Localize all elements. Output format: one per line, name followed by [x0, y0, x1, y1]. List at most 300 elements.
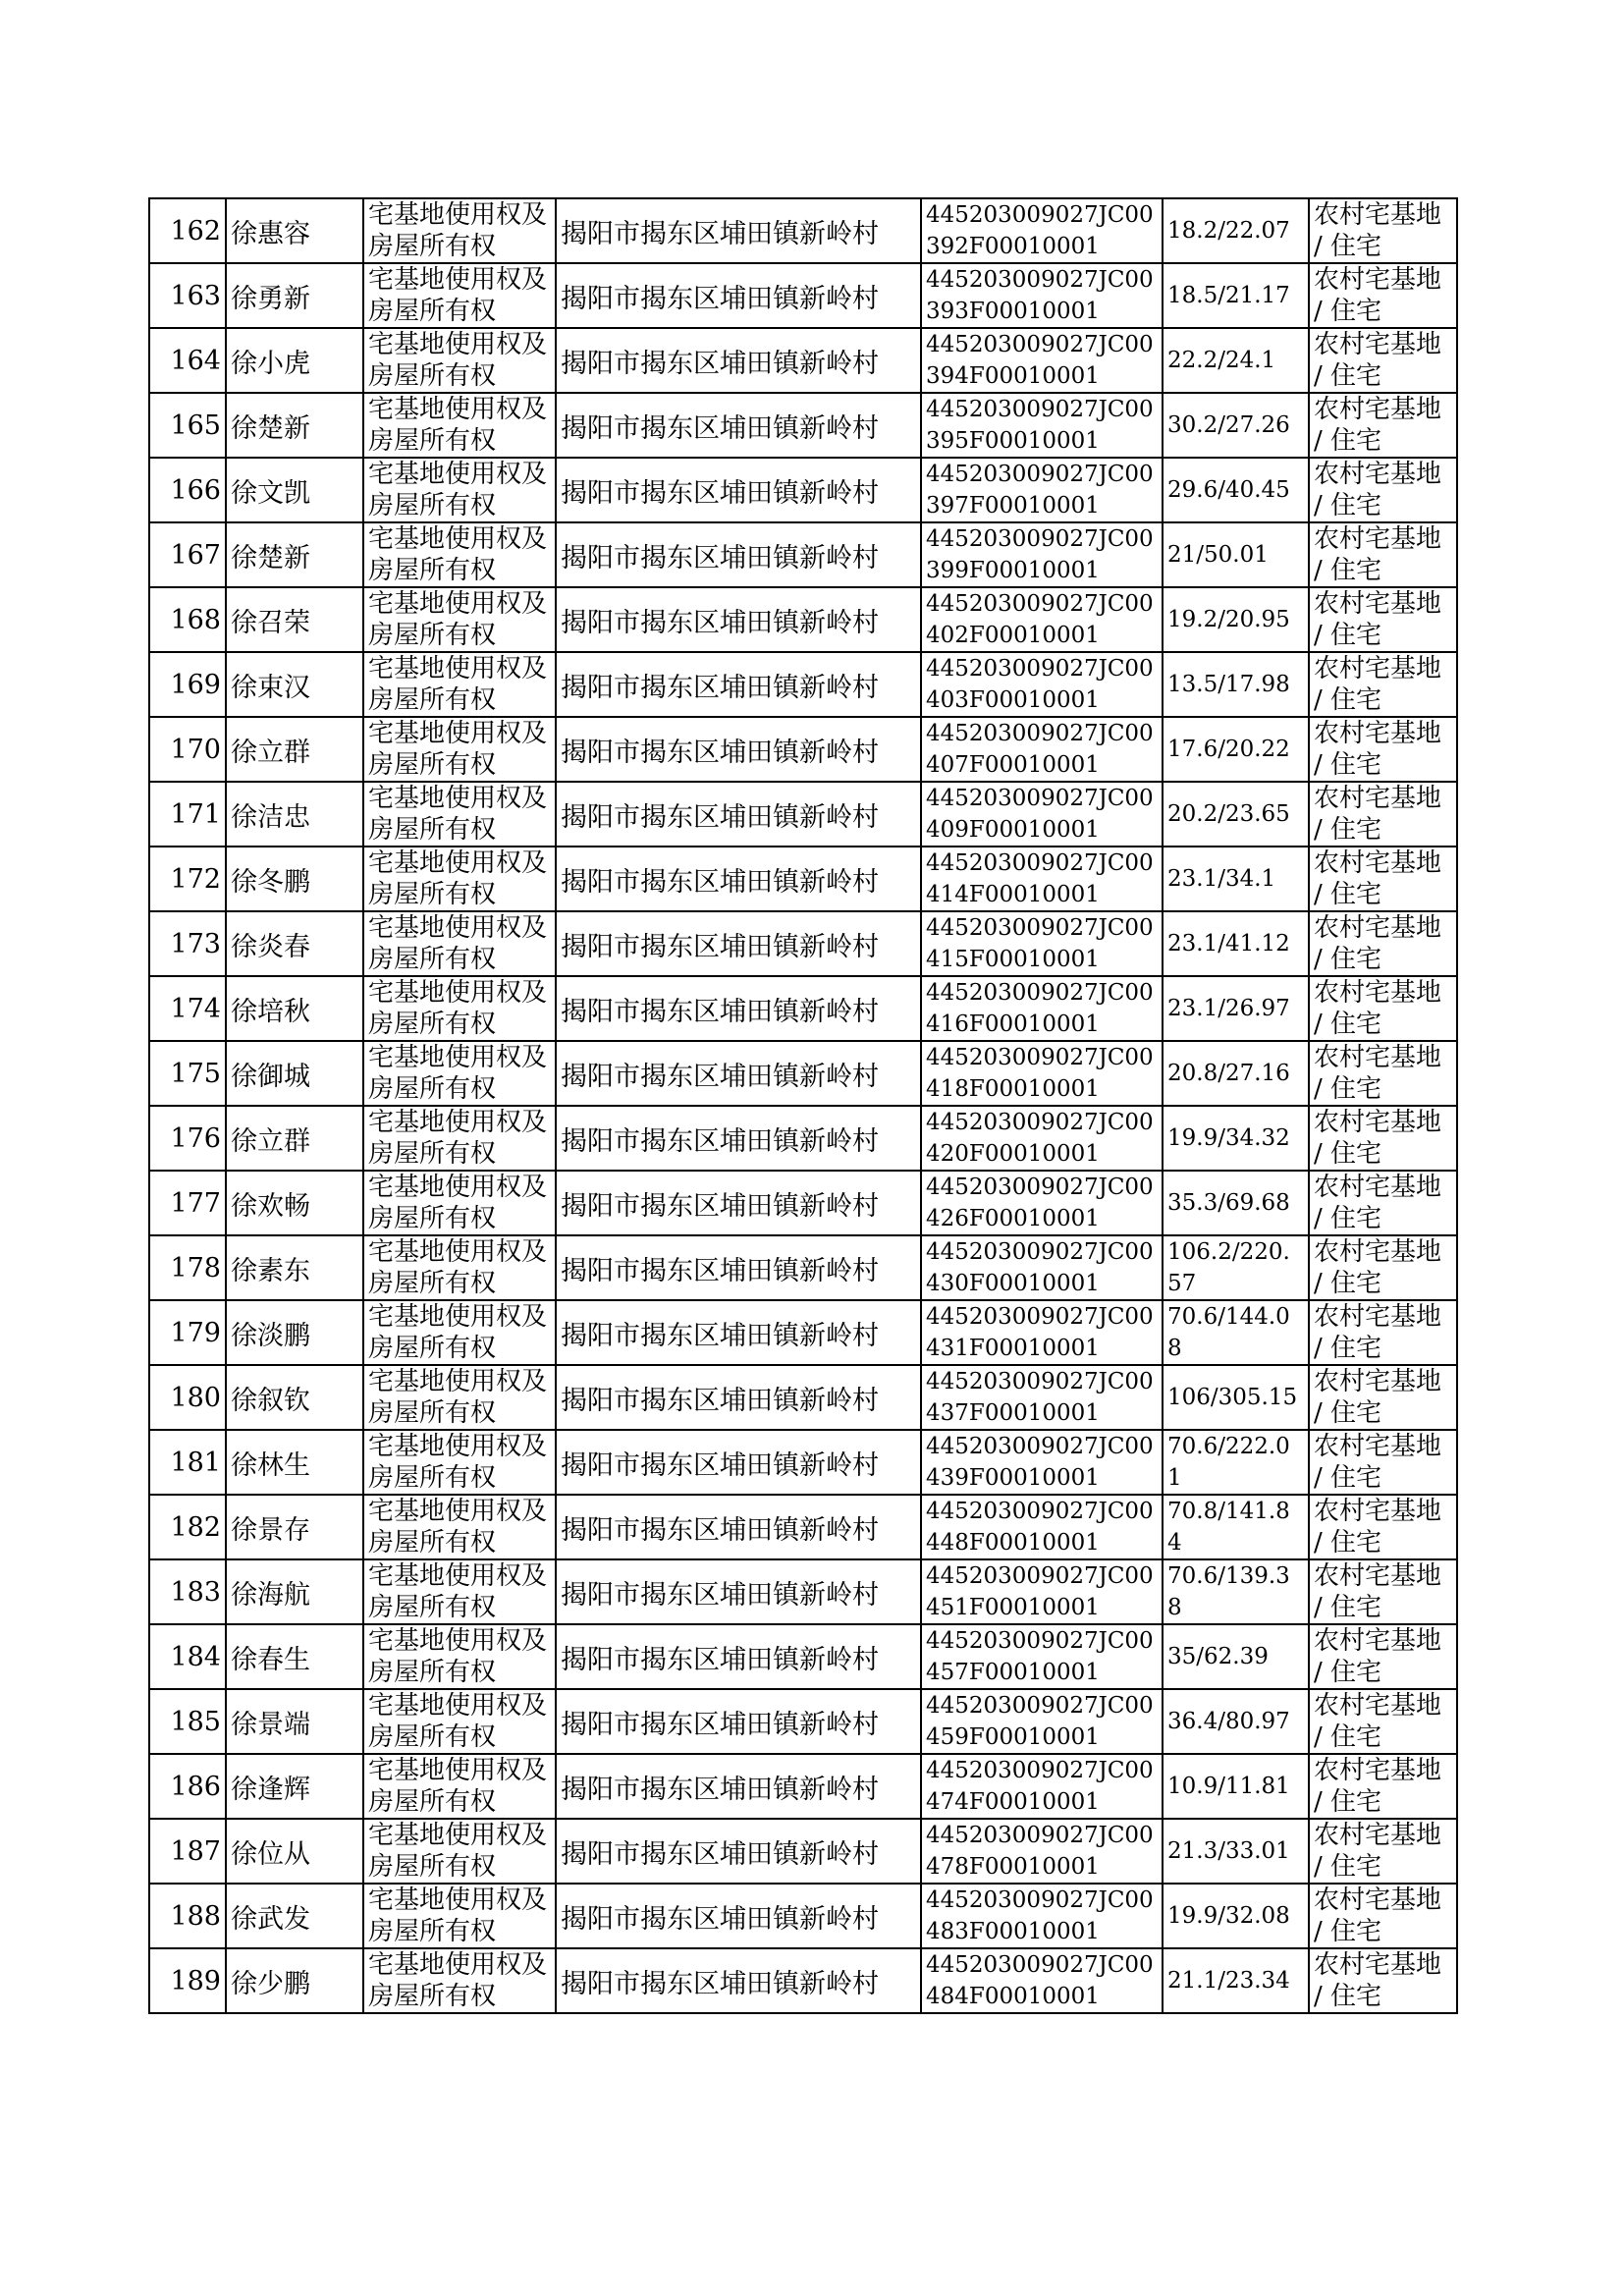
row-number-cell: [149, 198, 226, 263]
row-number: 168: [170, 604, 221, 635]
table-row: [149, 1041, 1457, 1106]
unit-code-cell: [921, 976, 1163, 1041]
row-number-cell: [149, 1559, 226, 1624]
area: 21/50.01: [1167, 542, 1269, 568]
area: 23.1/41.12: [1167, 931, 1290, 956]
usage: 农村宅基地 / 住宅: [1314, 1497, 1442, 1557]
unit-code: 445203009027JC00402F00010001: [926, 591, 1154, 648]
usage-cell: [1309, 782, 1457, 847]
area-cell: [1163, 328, 1309, 393]
unit-code: 445203009027JC00407F00010001: [926, 721, 1154, 778]
location-cell: [556, 1365, 921, 1430]
usage-cell: [1309, 1819, 1457, 1884]
location-cell: [556, 587, 921, 652]
owner-name: 徐楚新: [231, 542, 310, 574]
usage: 农村宅基地 / 住宅: [1314, 913, 1442, 974]
area-cell: [1163, 1300, 1309, 1365]
right-type-cell: [363, 1300, 556, 1365]
right-type-cell: [363, 1106, 556, 1171]
row-number-cell: [149, 1689, 226, 1754]
owner-name-cell: [226, 328, 363, 393]
usage: 农村宅基地 / 住宅: [1314, 1108, 1442, 1169]
usage: 农村宅基地 / 住宅: [1314, 1756, 1442, 1817]
row-number: 180: [170, 1382, 221, 1413]
right-type-cell: [363, 847, 556, 911]
right-type: 宅基地使用权及房屋所有权: [368, 1885, 548, 1946]
row-number: 174: [170, 993, 221, 1024]
area-cell: [1163, 976, 1309, 1041]
usage-cell: [1309, 1689, 1457, 1754]
owner-name: 徐惠容: [231, 218, 310, 249]
right-type-cell: [363, 1041, 556, 1106]
row-number: 164: [170, 345, 221, 376]
right-type: 宅基地使用权及房屋所有权: [368, 265, 548, 326]
table-row: [149, 587, 1457, 652]
location: 揭阳市揭东区埔田镇新岭村: [561, 1709, 879, 1740]
right-type: 宅基地使用权及房屋所有权: [368, 1691, 548, 1752]
location: 揭阳市揭东区埔田镇新岭村: [561, 1125, 879, 1157]
area: 29.6/40.45: [1167, 477, 1290, 503]
right-type: 宅基地使用权及房屋所有权: [368, 719, 548, 780]
usage-cell: [1309, 976, 1457, 1041]
unit-code: 445203009027JC00414F00010001: [926, 850, 1154, 907]
registry-table: [148, 197, 1458, 2014]
table-row: [149, 1171, 1457, 1235]
usage: 农村宅基地 / 住宅: [1314, 1173, 1442, 1233]
usage: 农村宅基地 / 住宅: [1314, 1885, 1442, 1946]
row-number-cell: [149, 1365, 226, 1430]
row-number: 175: [170, 1058, 221, 1089]
right-type: 宅基地使用权及房屋所有权: [368, 654, 548, 715]
owner-name: 徐文凯: [231, 477, 310, 509]
area: 36.4/80.97: [1167, 1709, 1290, 1734]
right-type-cell: [363, 458, 556, 522]
area: 17.6/20.22: [1167, 737, 1290, 762]
area: 21.3/33.01: [1167, 1838, 1290, 1864]
location: 揭阳市揭东区埔田镇新岭村: [561, 1838, 879, 1870]
location-cell: [556, 1819, 921, 1884]
location-cell: [556, 328, 921, 393]
usage: 农村宅基地 / 住宅: [1314, 978, 1442, 1039]
owner-name: 徐逢辉: [231, 1774, 310, 1805]
owner-name-cell: [226, 847, 363, 911]
area-cell: [1163, 652, 1309, 717]
owner-name-cell: [226, 652, 363, 717]
row-number: 186: [170, 1771, 221, 1802]
unit-code: 445203009027JC00431F00010001: [926, 1304, 1154, 1361]
right-type: 宅基地使用权及房屋所有权: [368, 200, 548, 261]
area-cell: [1163, 1559, 1309, 1624]
location-cell: [556, 1754, 921, 1819]
owner-name: 徐景存: [231, 1514, 310, 1546]
row-number: 181: [170, 1447, 221, 1478]
owner-name: 徐束汉: [231, 672, 310, 703]
usage: 农村宅基地 / 住宅: [1314, 1821, 1442, 1882]
row-number-cell: [149, 1171, 226, 1235]
row-number-cell: [149, 976, 226, 1041]
right-type: 宅基地使用权及房屋所有权: [368, 1432, 548, 1493]
unit-code: 445203009027JC00478F00010001: [926, 1823, 1154, 1880]
usage-cell: [1309, 1559, 1457, 1624]
row-number-cell: [149, 1884, 226, 1948]
area-cell: [1163, 1106, 1309, 1171]
right-type-cell: [363, 1559, 556, 1624]
unit-code: 445203009027JC00483F00010001: [926, 1887, 1154, 1944]
location-cell: [556, 393, 921, 458]
row-number-cell: [149, 1754, 226, 1819]
usage: 农村宅基地 / 住宅: [1314, 1691, 1442, 1752]
location: 揭阳市揭东区埔田镇新岭村: [561, 1644, 879, 1675]
owner-name: 徐武发: [231, 1903, 310, 1935]
area-cell: [1163, 1365, 1309, 1430]
owner-name-cell: [226, 1559, 363, 1624]
unit-code-cell: [921, 1430, 1163, 1495]
right-type-cell: [363, 263, 556, 328]
right-type: 宅基地使用权及房屋所有权: [368, 1302, 548, 1363]
table-row: [149, 847, 1457, 911]
area-cell: [1163, 782, 1309, 847]
right-type-cell: [363, 717, 556, 782]
owner-name-cell: [226, 1624, 363, 1689]
unit-code: 445203009027JC00397F00010001: [926, 462, 1154, 519]
owner-name-cell: [226, 1689, 363, 1754]
area: 70.6/139.38: [1167, 1563, 1290, 1620]
area-cell: [1163, 198, 1309, 263]
right-type: 宅基地使用权及房屋所有权: [368, 1237, 548, 1298]
row-number: 179: [170, 1317, 221, 1348]
unit-code-cell: [921, 1106, 1163, 1171]
unit-code-cell: [921, 1754, 1163, 1819]
area-cell: [1163, 1624, 1309, 1689]
unit-code-cell: [921, 1884, 1163, 1948]
owner-name-cell: [226, 1754, 363, 1819]
right-type-cell: [363, 1495, 556, 1559]
location: 揭阳市揭东区埔田镇新岭村: [561, 1190, 879, 1222]
usage-cell: [1309, 1106, 1457, 1171]
row-number: 176: [170, 1122, 221, 1154]
row-number: 188: [170, 1900, 221, 1932]
table-row: [149, 1495, 1457, 1559]
location-cell: [556, 1948, 921, 2013]
area-cell: [1163, 1171, 1309, 1235]
unit-code: 445203009027JC00416F00010001: [926, 980, 1154, 1037]
area-cell: [1163, 458, 1309, 522]
usage-cell: [1309, 522, 1457, 587]
row-number-cell: [149, 263, 226, 328]
usage: 农村宅基地 / 住宅: [1314, 784, 1442, 845]
row-number-cell: [149, 782, 226, 847]
unit-code: 445203009027JC00392F00010001: [926, 202, 1154, 259]
unit-code: 445203009027JC00418F00010001: [926, 1045, 1154, 1102]
row-number: 171: [170, 798, 221, 830]
area-cell: [1163, 1041, 1309, 1106]
table-row: [149, 911, 1457, 976]
location: 揭阳市揭东区埔田镇新岭村: [561, 607, 879, 638]
area: 106.2/220.57: [1167, 1239, 1290, 1296]
row-number: 173: [170, 928, 221, 959]
owner-name: 徐培秋: [231, 996, 310, 1027]
unit-code: 445203009027JC00439F00010001: [926, 1434, 1154, 1491]
row-number-cell: [149, 652, 226, 717]
table-row: [149, 263, 1457, 328]
unit-code: 445203009027JC00399F00010001: [926, 526, 1154, 583]
row-number-cell: [149, 1041, 226, 1106]
area: 19.9/32.08: [1167, 1903, 1290, 1929]
right-type: 宅基地使用权及房屋所有权: [368, 330, 548, 391]
owner-name-cell: [226, 198, 363, 263]
usage: 农村宅基地 / 住宅: [1314, 1302, 1442, 1363]
owner-name: 徐小虎: [231, 348, 310, 379]
area: 70.6/222.01: [1167, 1434, 1290, 1491]
unit-code-cell: [921, 522, 1163, 587]
area: 30.2/27.26: [1167, 412, 1290, 438]
location: 揭阳市揭东区埔田镇新岭村: [561, 1385, 879, 1416]
right-type-cell: [363, 1884, 556, 1948]
usage-cell: [1309, 1041, 1457, 1106]
unit-code-cell: [921, 458, 1163, 522]
area: 23.1/26.97: [1167, 996, 1290, 1021]
right-type-cell: [363, 1171, 556, 1235]
usage: 农村宅基地 / 住宅: [1314, 1367, 1442, 1428]
location: 揭阳市揭东区埔田镇新岭村: [561, 348, 879, 379]
unit-code-cell: [921, 587, 1163, 652]
location: 揭阳市揭东区埔田镇新岭村: [561, 996, 879, 1027]
owner-name: 徐海航: [231, 1579, 310, 1611]
area: 70.6/144.08: [1167, 1304, 1290, 1361]
row-number-cell: [149, 1624, 226, 1689]
row-number: 172: [170, 863, 221, 895]
unit-code-cell: [921, 1559, 1163, 1624]
location: 揭阳市揭东区埔田镇新岭村: [561, 931, 879, 962]
table-row: [149, 1235, 1457, 1300]
row-number-cell: [149, 328, 226, 393]
right-type: 宅基地使用权及房屋所有权: [368, 1626, 548, 1687]
location-cell: [556, 717, 921, 782]
right-type-cell: [363, 976, 556, 1041]
unit-code-cell: [921, 782, 1163, 847]
unit-code-cell: [921, 911, 1163, 976]
location: 揭阳市揭东区埔田镇新岭村: [561, 1968, 879, 1999]
usage: 农村宅基地 / 住宅: [1314, 1950, 1442, 2011]
owner-name: 徐楚新: [231, 412, 310, 444]
row-number-cell: [149, 458, 226, 522]
location-cell: [556, 1106, 921, 1171]
location-cell: [556, 1171, 921, 1235]
row-number-cell: [149, 717, 226, 782]
row-number: 183: [170, 1576, 221, 1608]
table-row: [149, 198, 1457, 263]
row-number-cell: [149, 1235, 226, 1300]
table-row: [149, 1365, 1457, 1430]
area-cell: [1163, 911, 1309, 976]
location: 揭阳市揭东区埔田镇新岭村: [561, 1514, 879, 1546]
location-cell: [556, 652, 921, 717]
right-type-cell: [363, 1819, 556, 1884]
unit-code: 445203009027JC00459F00010001: [926, 1693, 1154, 1750]
usage-cell: [1309, 847, 1457, 911]
right-type: 宅基地使用权及房屋所有权: [368, 1497, 548, 1557]
table-row: [149, 522, 1457, 587]
owner-name: 徐景端: [231, 1709, 310, 1740]
area: 21.1/23.34: [1167, 1968, 1290, 1994]
row-number-cell: [149, 1495, 226, 1559]
usage: 农村宅基地 / 住宅: [1314, 654, 1442, 715]
right-type: 宅基地使用权及房屋所有权: [368, 395, 548, 456]
row-number: 162: [170, 215, 221, 246]
table-row: [149, 328, 1457, 393]
unit-code-cell: [921, 1495, 1163, 1559]
table-row: [149, 1948, 1457, 2013]
unit-code-cell: [921, 1300, 1163, 1365]
area: 20.8/27.16: [1167, 1061, 1290, 1086]
usage-cell: [1309, 587, 1457, 652]
location-cell: [556, 1689, 921, 1754]
unit-code-cell: [921, 1041, 1163, 1106]
right-type-cell: [363, 393, 556, 458]
usage-cell: [1309, 1365, 1457, 1430]
right-type-cell: [363, 652, 556, 717]
location: 揭阳市揭东区埔田镇新岭村: [561, 1320, 879, 1351]
row-number-cell: [149, 1300, 226, 1365]
table-row: [149, 1689, 1457, 1754]
usage-cell: [1309, 911, 1457, 976]
unit-code-cell: [921, 1365, 1163, 1430]
location-cell: [556, 911, 921, 976]
unit-code: 445203009027JC00394F00010001: [926, 332, 1154, 389]
owner-name: 徐林生: [231, 1449, 310, 1481]
right-type: 宅基地使用权及房屋所有权: [368, 1756, 548, 1817]
area: 18.2/22.07: [1167, 218, 1290, 244]
row-number: 169: [170, 669, 221, 700]
owner-name-cell: [226, 1300, 363, 1365]
right-type: 宅基地使用权及房屋所有权: [368, 1821, 548, 1882]
owner-name: 徐炎春: [231, 931, 310, 962]
location: 揭阳市揭东区埔田镇新岭村: [561, 412, 879, 444]
location: 揭阳市揭东区埔田镇新岭村: [561, 1061, 879, 1092]
owner-name-cell: [226, 717, 363, 782]
area-cell: [1163, 717, 1309, 782]
usage: 农村宅基地 / 住宅: [1314, 1626, 1442, 1687]
right-type: 宅基地使用权及房屋所有权: [368, 1043, 548, 1104]
row-number: 163: [170, 280, 221, 311]
owner-name-cell: [226, 782, 363, 847]
registry-table-body: [149, 198, 1457, 2013]
unit-code-cell: [921, 1689, 1163, 1754]
usage: 农村宅基地 / 住宅: [1314, 524, 1442, 585]
owner-name: 徐冬鹏: [231, 866, 310, 898]
right-type-cell: [363, 1365, 556, 1430]
usage: 农村宅基地 / 住宅: [1314, 1561, 1442, 1622]
area-cell: [1163, 1884, 1309, 1948]
usage: 农村宅基地 / 住宅: [1314, 848, 1442, 909]
location-cell: [556, 847, 921, 911]
area-cell: [1163, 587, 1309, 652]
area: 35.3/69.68: [1167, 1190, 1290, 1216]
owner-name-cell: [226, 911, 363, 976]
table-row: [149, 782, 1457, 847]
unit-code: 445203009027JC00403F00010001: [926, 656, 1154, 713]
row-number: 184: [170, 1641, 221, 1672]
unit-code: 445203009027JC00393F00010001: [926, 267, 1154, 324]
location: 揭阳市揭东区埔田镇新岭村: [561, 218, 879, 249]
usage-cell: [1309, 1948, 1457, 2013]
unit-code-cell: [921, 263, 1163, 328]
owner-name: 徐洁忠: [231, 801, 310, 833]
table-row: [149, 1884, 1457, 1948]
area: 20.2/23.65: [1167, 801, 1290, 827]
usage-cell: [1309, 1171, 1457, 1235]
location-cell: [556, 1884, 921, 1948]
unit-code-cell: [921, 1235, 1163, 1300]
usage: 农村宅基地 / 住宅: [1314, 589, 1442, 650]
usage-cell: [1309, 1754, 1457, 1819]
owner-name: 徐少鹏: [231, 1968, 310, 1999]
usage-cell: [1309, 1624, 1457, 1689]
right-type-cell: [363, 198, 556, 263]
owner-name: 徐叙钦: [231, 1385, 310, 1416]
table-row: [149, 1754, 1457, 1819]
usage-cell: [1309, 652, 1457, 717]
table-row: [149, 1300, 1457, 1365]
usage-cell: [1309, 717, 1457, 782]
area: 10.9/11.81: [1167, 1774, 1290, 1799]
location-cell: [556, 1559, 921, 1624]
location: 揭阳市揭东区埔田镇新岭村: [561, 672, 879, 703]
right-type-cell: [363, 522, 556, 587]
owner-name-cell: [226, 393, 363, 458]
owner-name-cell: [226, 1948, 363, 2013]
unit-code: 445203009027JC00415F00010001: [926, 915, 1154, 972]
right-type-cell: [363, 587, 556, 652]
table-row: [149, 652, 1457, 717]
location: 揭阳市揭东区埔田镇新岭村: [561, 737, 879, 768]
owner-name-cell: [226, 1884, 363, 1948]
usage-cell: [1309, 198, 1457, 263]
row-number-cell: [149, 847, 226, 911]
table-row: [149, 1430, 1457, 1495]
owner-name-cell: [226, 1365, 363, 1430]
owner-name-cell: [226, 976, 363, 1041]
usage-cell: [1309, 1884, 1457, 1948]
area: 18.5/21.17: [1167, 283, 1290, 308]
location-cell: [556, 976, 921, 1041]
location-cell: [556, 1235, 921, 1300]
area-cell: [1163, 1430, 1309, 1495]
right-type-cell: [363, 1689, 556, 1754]
right-type-cell: [363, 1235, 556, 1300]
right-type-cell: [363, 782, 556, 847]
usage-cell: [1309, 393, 1457, 458]
right-type: 宅基地使用权及房屋所有权: [368, 978, 548, 1039]
unit-code: 445203009027JC00409F00010001: [926, 786, 1154, 843]
usage-cell: [1309, 1495, 1457, 1559]
row-number-cell: [149, 1948, 226, 2013]
usage: 农村宅基地 / 住宅: [1314, 395, 1442, 456]
usage-cell: [1309, 1300, 1457, 1365]
usage: 农村宅基地 / 住宅: [1314, 719, 1442, 780]
row-number-cell: [149, 1106, 226, 1171]
location: 揭阳市揭东区埔田镇新岭村: [561, 542, 879, 574]
unit-code-cell: [921, 1171, 1163, 1235]
owner-name-cell: [226, 1235, 363, 1300]
owner-name-cell: [226, 458, 363, 522]
location-cell: [556, 1430, 921, 1495]
row-number-cell: [149, 1819, 226, 1884]
usage-cell: [1309, 328, 1457, 393]
area: 106/305.15: [1167, 1385, 1298, 1410]
unit-code-cell: [921, 1819, 1163, 1884]
location: 揭阳市揭东区埔田镇新岭村: [561, 801, 879, 833]
